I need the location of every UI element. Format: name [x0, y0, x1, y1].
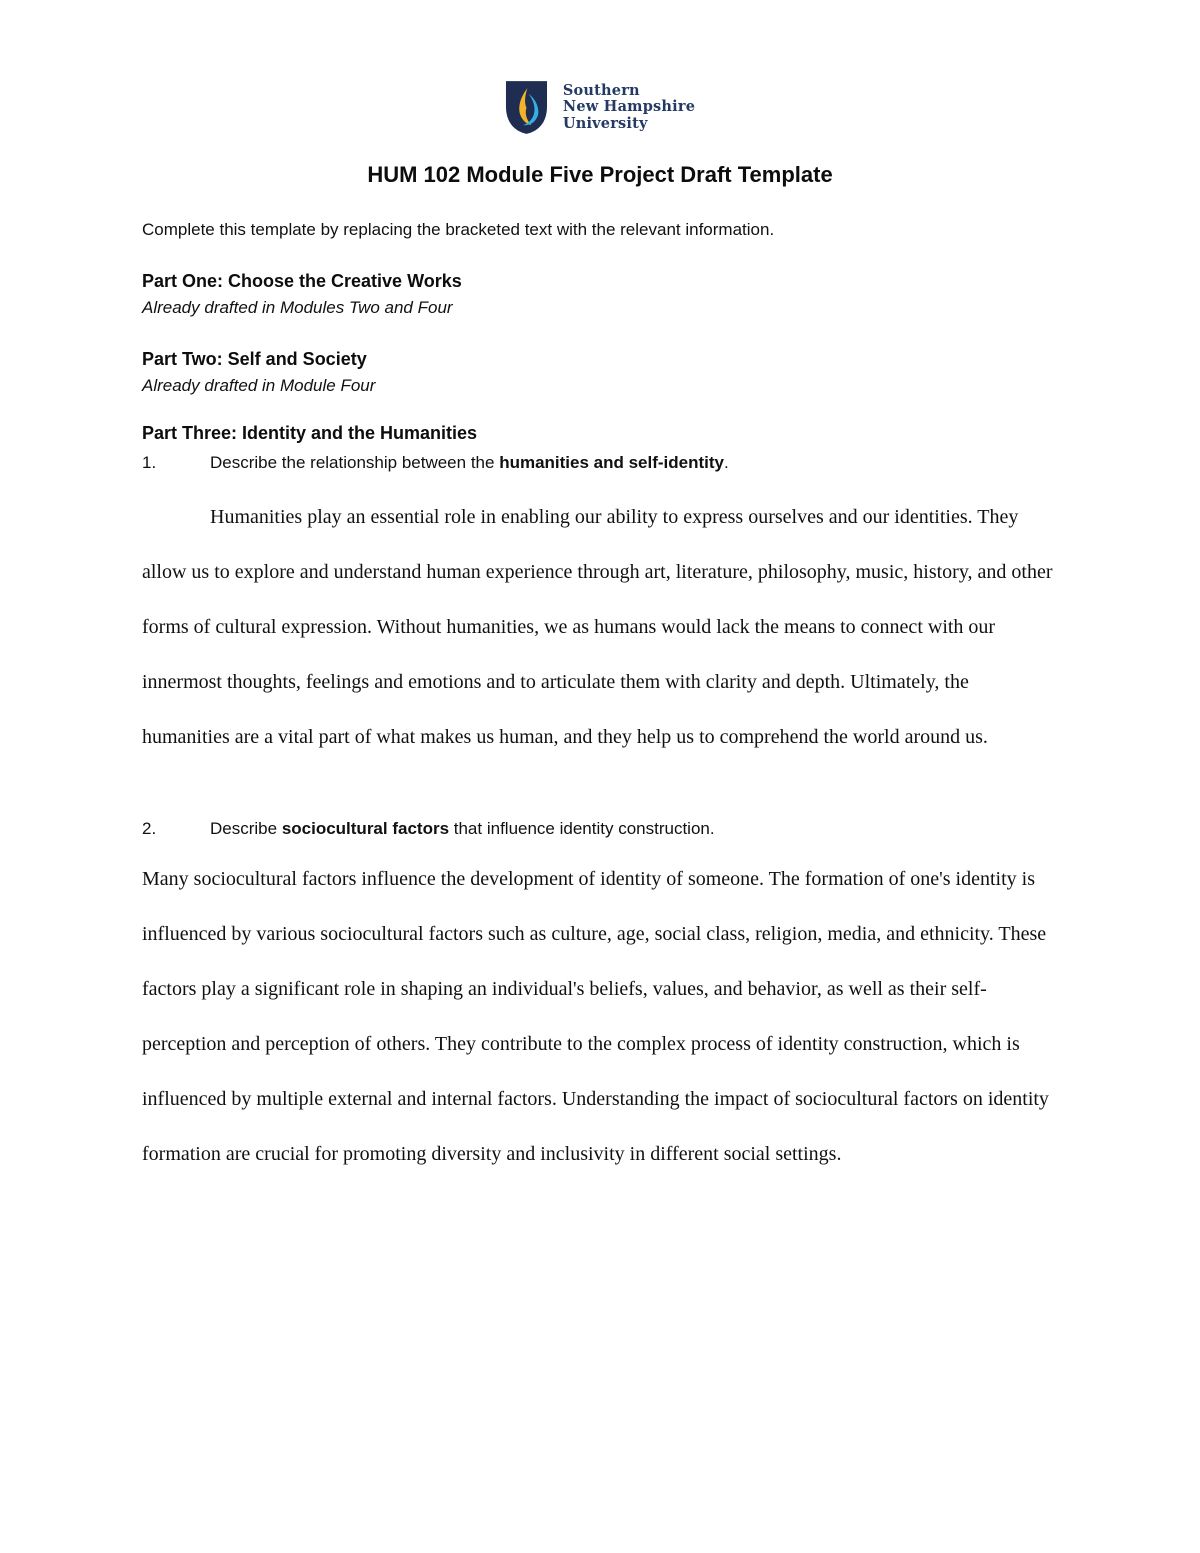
university-logo — [142, 0, 1058, 135]
wordmark-line-1: Southern — [562, 81, 640, 99]
wordmark-line-2: New Hampshire — [562, 98, 696, 116]
part-one-heading: Part One: Choose the Creative Works — [142, 271, 462, 291]
snhu-shield-icon — [505, 80, 548, 135]
part-two-note: Already drafted in Module Four — [142, 376, 376, 395]
question-1-prompt-suffix: . — [724, 453, 729, 472]
answer-2-paragraph: Many sociocultural factors influence the development of identity of someone. The formation of one's identity is influenced by various sociocultural factors such as culture, age, social class, religion, media, and ethnicity. These factors play a significant role in shaping an individual's beliefs, values, and behavior, as well as their self-perception and perception of others. They contribute to the complex process of identity construction, which is influenced by multiple external and internal factors. Understanding the impact of sociocultural factors on identity formation are crucial for promoting diversity and inclusivity in different social settings. — [142, 868, 1049, 1165]
intro-instruction: Complete this template by replacing the bracketed text with the relevant information. — [142, 220, 775, 239]
section-part-three — [142, 423, 1058, 1182]
question-1-number: 1. — [142, 453, 157, 472]
wordmark-line-3: University — [562, 114, 648, 132]
question-2 — [142, 819, 1058, 839]
section-part-two — [142, 349, 1058, 396]
part-three-heading: Part Three: Identity and the Humanities — [142, 423, 478, 443]
section-part-one — [142, 271, 1058, 318]
question-1-prompt-bold: humanities and self-identity — [499, 453, 724, 472]
question-2-prompt — [210, 819, 715, 839]
answer-1-paragraph: Humanities play an essential role in enabling our ability to express ourselves and our identities. They allow us to explore and understand human experience through art, literature, philosophy, music, history, and other forms of cultural expression. Without humanities, we as humans would lack the means to connect with our innermost thoughts, feelings and emotions and to articulate them with clarity and depth. Ultimately, the humanities are a vital part of what makes us human, and they help us to comprehend the world around us. — [142, 506, 1053, 748]
question-1 — [142, 453, 1058, 473]
question-2-number: 2. — [142, 819, 157, 838]
snhu-wordmark — [563, 83, 695, 133]
question-2-prompt-prefix: Describe — [210, 819, 282, 838]
question-1-prompt-prefix: Describe the relationship between the — [210, 453, 500, 472]
question-1-prompt — [210, 453, 729, 473]
question-2-prompt-suffix: that influence identity construction. — [449, 819, 715, 838]
part-one-note: Already drafted in Modules Two and Four — [142, 298, 453, 317]
part-two-heading: Part Two: Self and Society — [142, 349, 367, 369]
question-2-prompt-bold: sociocultural factors — [281, 819, 450, 838]
document-title: HUM 102 Module Five Project Draft Template — [367, 162, 833, 187]
